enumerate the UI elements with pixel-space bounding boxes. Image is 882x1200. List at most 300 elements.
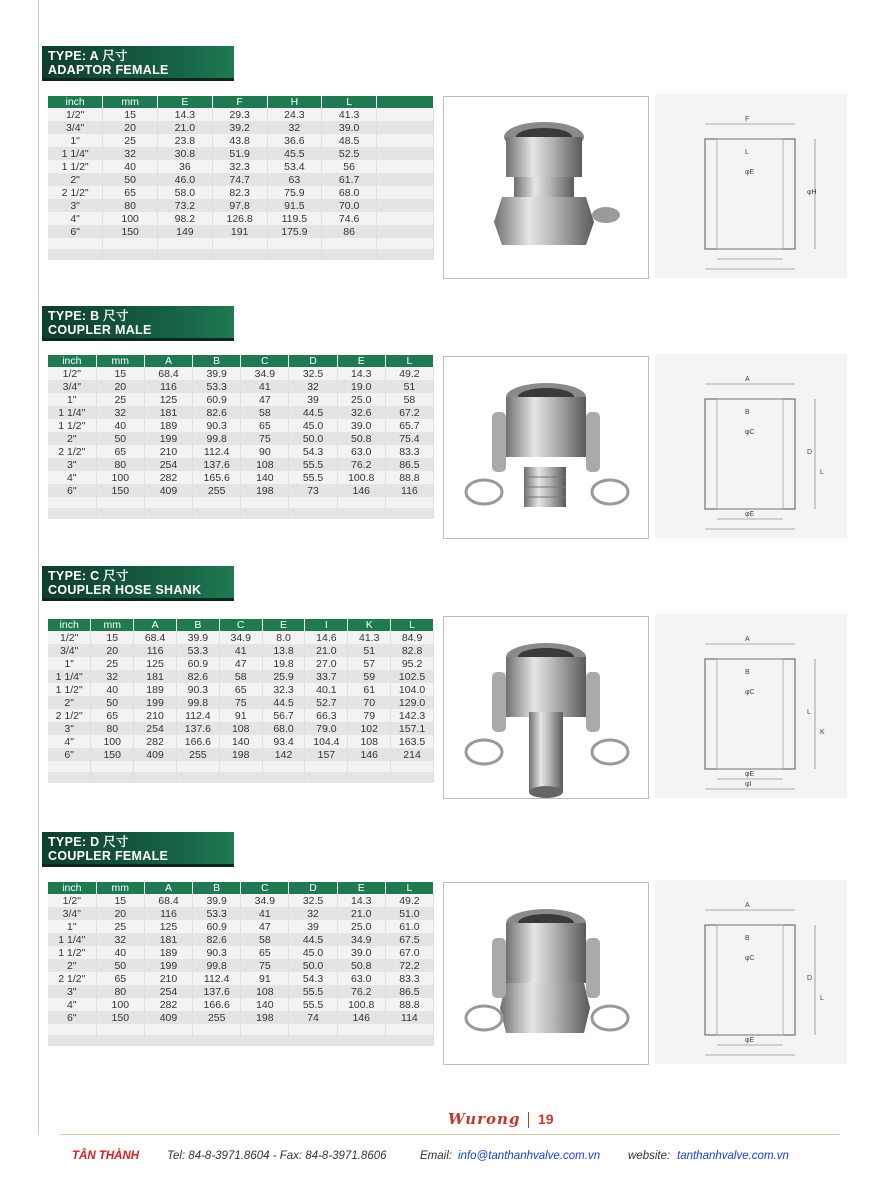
table-cell: 1/2" — [48, 367, 96, 380]
table-cell-empty — [305, 761, 348, 772]
table-cell-empty — [193, 1024, 241, 1035]
table-cell: 21.0 — [158, 121, 213, 134]
table-cell: 3/4" — [48, 907, 96, 920]
column-header: L — [385, 882, 433, 894]
table-cell: 59 — [348, 670, 391, 683]
table-cell-empty — [262, 761, 305, 772]
table-cell: 60.9 — [193, 393, 241, 406]
page-number: 19 — [538, 1111, 554, 1127]
table-cell: 39.9 — [176, 631, 219, 644]
table-cell: 210 — [144, 445, 192, 458]
table-cell: 68.0 — [322, 186, 377, 199]
table-cell: 1/2" — [48, 108, 103, 121]
table-cell: 198 — [241, 484, 289, 497]
table-cell: 44.5 — [262, 696, 305, 709]
table-cell: 102.5 — [391, 670, 434, 683]
table-cell: 67.5 — [385, 933, 433, 946]
table-cell: 142 — [262, 748, 305, 761]
column-header: E — [337, 355, 385, 367]
table-cell-empty — [103, 249, 158, 260]
table-cell: 32.5 — [289, 367, 337, 380]
table-cell: 137.6 — [176, 722, 219, 735]
table-row — [48, 484, 434, 497]
table-cell: 140 — [241, 998, 289, 1011]
table-cell: 99.8 — [193, 432, 241, 445]
table-cell: 254 — [134, 722, 177, 735]
table-cell: 100.8 — [337, 998, 385, 1011]
table-cell: 198 — [241, 1011, 289, 1024]
column-header: mm — [103, 96, 158, 108]
dimension-label: φC — [745, 689, 755, 696]
table-row — [48, 670, 434, 683]
table-cell-empty — [348, 761, 391, 772]
table-cell: 189 — [144, 946, 192, 959]
table-cell-empty — [144, 1035, 192, 1046]
table-cell: 210 — [144, 972, 192, 985]
table-cell: 72.2 — [385, 959, 433, 972]
table-cell: 32 — [91, 670, 134, 683]
table-row — [48, 683, 434, 696]
table-cell: 41 — [219, 644, 262, 657]
column-header: inch — [48, 882, 96, 894]
dimension-label: L — [820, 469, 824, 476]
product-name: COUPLER FEMALE — [48, 849, 169, 863]
table-cell: 99.8 — [176, 696, 219, 709]
table-cell: 51 — [385, 380, 433, 393]
column-header: B — [193, 882, 241, 894]
brand-logo: Wurong — [448, 1110, 521, 1128]
dimension-label: A — [745, 376, 750, 383]
table-cell: 108 — [348, 735, 391, 748]
table-cell: 15 — [96, 367, 144, 380]
table-cell-empty — [322, 249, 377, 260]
table-cell: 116 — [385, 484, 433, 497]
table-cell: 48.5 — [322, 134, 377, 147]
table-cell-empty — [377, 160, 434, 173]
table-cell: 189 — [134, 683, 177, 696]
table-cell: 76.2 — [337, 458, 385, 471]
website-link[interactable]: tanthanhvalve.com.vn — [677, 1150, 789, 1162]
dimension-table — [48, 355, 434, 519]
column-header: A — [144, 355, 192, 367]
table-cell: 181 — [144, 406, 192, 419]
table-cell: 4" — [48, 212, 103, 225]
table-cell: 65 — [103, 186, 158, 199]
table-cell: 25 — [96, 920, 144, 933]
table-cell: 56 — [322, 160, 377, 173]
table-row — [48, 894, 434, 907]
table-cell-empty — [337, 1035, 385, 1046]
table-cell: 50 — [96, 432, 144, 445]
table-cell: 32 — [103, 147, 158, 160]
table-row-blank — [48, 508, 434, 519]
table-cell: 255 — [176, 748, 219, 761]
table-row — [48, 644, 434, 657]
table-cell: 73 — [289, 484, 337, 497]
table-cell: 44.5 — [289, 406, 337, 419]
table-cell: 51 — [348, 644, 391, 657]
table-cell: 32 — [267, 121, 322, 134]
column-header: L — [322, 96, 377, 108]
table-cell: 20 — [96, 907, 144, 920]
table-row-blank — [48, 761, 434, 772]
table-cell-empty — [377, 121, 434, 134]
table-cell: 36.6 — [267, 134, 322, 147]
table-row — [48, 709, 434, 722]
table-cell: 254 — [144, 458, 192, 471]
table-cell-empty — [144, 1024, 192, 1035]
table-cell-empty — [377, 147, 434, 160]
table-cell: 255 — [193, 1011, 241, 1024]
table-cell: 49.2 — [385, 894, 433, 907]
table-cell: 65 — [219, 683, 262, 696]
column-header: mm — [91, 619, 134, 631]
table-cell: 65 — [91, 709, 134, 722]
table-cell: 55.5 — [289, 985, 337, 998]
dimension-table — [48, 96, 434, 260]
table-cell: 19.0 — [337, 380, 385, 393]
table-cell-empty — [377, 134, 434, 147]
table-cell-empty — [48, 772, 91, 783]
table-cell: 39.9 — [193, 894, 241, 907]
table-cell: 409 — [134, 748, 177, 761]
dimension-label: φE — [745, 169, 755, 176]
table-cell: 100 — [96, 471, 144, 484]
table-cell: 39.0 — [337, 946, 385, 959]
table-cell: 100.8 — [337, 471, 385, 484]
dimension-label: D — [807, 975, 813, 982]
table-cell: 80 — [91, 722, 134, 735]
column-header: B — [176, 619, 219, 631]
table-cell: 68.4 — [144, 367, 192, 380]
table-cell: 41 — [241, 380, 289, 393]
table-row — [48, 722, 434, 735]
table-cell: 93.4 — [262, 735, 305, 748]
table-cell-empty — [103, 238, 158, 249]
table-cell: 60.9 — [193, 920, 241, 933]
table-cell: 50 — [103, 173, 158, 186]
product-name: ADAPTOR FEMALE — [48, 63, 169, 77]
table-cell-empty — [144, 497, 192, 508]
table-cell: 45.5 — [267, 147, 322, 160]
column-header: E — [337, 882, 385, 894]
table-cell: 1 1/2" — [48, 419, 96, 432]
table-cell: 29.3 — [212, 108, 267, 121]
table-cell: 55.5 — [289, 998, 337, 1011]
table-cell: 65.7 — [385, 419, 433, 432]
table-cell: 108 — [219, 722, 262, 735]
column-header-empty — [377, 96, 434, 108]
table-cell: 58 — [241, 406, 289, 419]
table-cell: 65 — [241, 419, 289, 432]
table-cell: 4" — [48, 471, 96, 484]
table-cell: 150 — [96, 1011, 144, 1024]
email-label: Email: — [420, 1150, 452, 1162]
table-cell: 45.0 — [289, 419, 337, 432]
table-cell-empty — [48, 497, 96, 508]
table-cell: 198 — [219, 748, 262, 761]
table-row — [48, 458, 434, 471]
table-cell: 50 — [96, 959, 144, 972]
table-cell: 3" — [48, 458, 96, 471]
table-cell: 60.9 — [176, 657, 219, 670]
email-link[interactable]: info@tanthanhvalve.com.vn — [458, 1150, 601, 1162]
table-cell: 116 — [134, 644, 177, 657]
table-row — [48, 199, 434, 212]
table-cell-empty — [385, 497, 433, 508]
table-cell: 14.3 — [337, 894, 385, 907]
table-cell-empty — [289, 508, 337, 519]
table-cell: 1 1/2" — [48, 946, 96, 959]
table-cell: 83.3 — [385, 445, 433, 458]
table-cell: 61.7 — [322, 173, 377, 186]
table-cell: 2" — [48, 432, 96, 445]
table-cell: 126.8 — [212, 212, 267, 225]
column-header: B — [193, 355, 241, 367]
dimension-label: F — [745, 116, 750, 123]
table-row-blank — [48, 1035, 434, 1046]
table-cell-empty — [193, 1035, 241, 1046]
table-cell: 70 — [348, 696, 391, 709]
table-cell: 25 — [103, 134, 158, 147]
table-cell: 73.2 — [158, 199, 213, 212]
table-cell: 61 — [348, 683, 391, 696]
spec-section — [0, 832, 882, 1082]
column-header: E — [262, 619, 305, 631]
table-cell: 3/4" — [48, 380, 96, 393]
dimension-label: B — [745, 409, 750, 416]
table-cell: 2" — [48, 173, 103, 186]
table-cell: 129.0 — [391, 696, 434, 709]
table-cell: 150 — [103, 225, 158, 238]
table-cell: 142.3 — [391, 709, 434, 722]
table-cell: 214 — [391, 748, 434, 761]
table-cell: 14.6 — [305, 631, 348, 644]
table-cell: 125 — [144, 920, 192, 933]
table-cell: 79 — [348, 709, 391, 722]
column-header: inch — [48, 96, 103, 108]
table-cell: 33.7 — [305, 670, 348, 683]
table-cell: 88.8 — [385, 998, 433, 1011]
table-row — [48, 998, 434, 1011]
table-cell: 125 — [144, 393, 192, 406]
dimension-label: L — [820, 995, 824, 1002]
table-cell-empty — [289, 1035, 337, 1046]
table-cell: 255 — [193, 484, 241, 497]
table-cell: 2" — [48, 959, 96, 972]
table-cell: 199 — [144, 432, 192, 445]
dimension-label: D — [807, 449, 813, 456]
table-row — [48, 933, 434, 946]
table-cell: 108 — [241, 985, 289, 998]
table-cell-empty — [267, 249, 322, 260]
table-cell: 14.3 — [158, 108, 213, 121]
table-cell: 82.3 — [212, 186, 267, 199]
table-cell: 66.3 — [305, 709, 348, 722]
table-cell: 2 1/2" — [48, 445, 96, 458]
table-cell: 1 1/4" — [48, 147, 103, 160]
table-cell: 76.2 — [337, 985, 385, 998]
dimension-label: φI — [745, 781, 752, 788]
dimension-label: B — [745, 935, 750, 942]
table-cell: 20 — [91, 644, 134, 657]
table-cell: 90.3 — [193, 946, 241, 959]
table-row — [48, 380, 434, 393]
footer-rule — [60, 1134, 840, 1135]
table-cell: 1 1/4" — [48, 933, 96, 946]
table-cell-empty — [212, 238, 267, 249]
table-cell: 108 — [241, 458, 289, 471]
table-cell: 112.4 — [176, 709, 219, 722]
table-cell: 1" — [48, 393, 96, 406]
table-cell: 2" — [48, 696, 91, 709]
table-cell: 80 — [96, 458, 144, 471]
dimension-label: φE — [745, 511, 755, 518]
table-cell-empty — [48, 238, 103, 249]
technical-drawing — [655, 880, 847, 1064]
table-row-blank — [48, 249, 434, 260]
column-header: C — [241, 355, 289, 367]
table-cell: 47 — [241, 920, 289, 933]
column-header: F — [212, 96, 267, 108]
type-badge — [42, 46, 234, 81]
table-row-blank — [48, 1024, 434, 1035]
table-cell: 1" — [48, 920, 96, 933]
table-cell-empty — [96, 1024, 144, 1035]
table-cell: 166.6 — [176, 735, 219, 748]
table-cell-empty — [158, 249, 213, 260]
table-row — [48, 186, 434, 199]
table-cell: 199 — [144, 959, 192, 972]
table-cell: 40 — [96, 946, 144, 959]
table-cell-empty — [377, 238, 434, 249]
table-cell: 41 — [241, 907, 289, 920]
table-cell: 63.0 — [337, 445, 385, 458]
table-cell-empty — [377, 199, 434, 212]
table-cell: 23.8 — [158, 134, 213, 147]
table-cell: 6" — [48, 484, 96, 497]
table-cell: 30.8 — [158, 147, 213, 160]
table-cell-empty — [219, 772, 262, 783]
table-row — [48, 735, 434, 748]
table-cell: 157.1 — [391, 722, 434, 735]
table-cell-empty — [48, 1035, 96, 1046]
table-cell-empty — [305, 772, 348, 783]
table-cell: 199 — [134, 696, 177, 709]
table-row — [48, 367, 434, 380]
dimension-label: K — [820, 729, 825, 736]
column-header: mm — [96, 355, 144, 367]
table-row — [48, 985, 434, 998]
product-photo — [443, 356, 649, 539]
table-cell: 8.0 — [262, 631, 305, 644]
dimension-label: φH — [807, 189, 817, 196]
dimension-label: φC — [745, 955, 755, 962]
table-cell: 19.8 — [262, 657, 305, 670]
table-cell: 74 — [289, 1011, 337, 1024]
table-cell: 34.9 — [337, 933, 385, 946]
table-row — [48, 972, 434, 985]
table-cell: 39 — [289, 393, 337, 406]
table-cell-empty — [337, 508, 385, 519]
table-cell: 40 — [91, 683, 134, 696]
column-header: inch — [48, 355, 96, 367]
dimension-label: A — [745, 636, 750, 643]
table-cell: 116 — [144, 907, 192, 920]
table-cell: 189 — [144, 419, 192, 432]
table-cell: 58 — [219, 670, 262, 683]
table-cell: 6" — [48, 748, 91, 761]
table-cell: 91.5 — [267, 199, 322, 212]
column-header: H — [267, 96, 322, 108]
table-row — [48, 406, 434, 419]
table-cell: 4" — [48, 998, 96, 1011]
table-cell: 181 — [134, 670, 177, 683]
table-row-blank — [48, 772, 434, 783]
table-cell: 32.3 — [212, 160, 267, 173]
table-cell: 32 — [96, 933, 144, 946]
table-cell-empty — [391, 772, 434, 783]
table-cell-empty — [241, 497, 289, 508]
table-cell: 50.0 — [289, 959, 337, 972]
table-cell-empty — [96, 497, 144, 508]
column-header: D — [289, 882, 337, 894]
table-cell: 15 — [91, 631, 134, 644]
table-cell-empty — [193, 508, 241, 519]
product-name: COUPLER HOSE SHANK — [48, 583, 202, 597]
table-row-blank — [48, 497, 434, 508]
table-row — [48, 212, 434, 225]
table-cell: 25 — [91, 657, 134, 670]
table-cell: 50.0 — [289, 432, 337, 445]
table-cell: 82.6 — [176, 670, 219, 683]
table-cell: 140 — [241, 471, 289, 484]
table-cell: 282 — [144, 998, 192, 1011]
table-cell: 51.0 — [385, 907, 433, 920]
table-row — [48, 907, 434, 920]
column-header: C — [241, 882, 289, 894]
table-row — [48, 225, 434, 238]
table-cell: 97.8 — [212, 199, 267, 212]
table-cell: 56.7 — [262, 709, 305, 722]
table-cell: 32 — [289, 380, 337, 393]
table-row — [48, 959, 434, 972]
table-cell: 86.5 — [385, 985, 433, 998]
company-name: TÂN THÀNH — [72, 1150, 140, 1162]
table-row — [48, 748, 434, 761]
table-cell: 40 — [96, 419, 144, 432]
column-header: C — [219, 619, 262, 631]
table-cell-empty — [391, 761, 434, 772]
table-cell: 32.5 — [289, 894, 337, 907]
technical-drawing — [655, 354, 847, 538]
table-cell-empty — [158, 238, 213, 249]
table-cell: 91 — [219, 709, 262, 722]
dimension-label: φC — [745, 429, 755, 436]
table-cell: 49.2 — [385, 367, 433, 380]
table-cell: 102 — [348, 722, 391, 735]
table-cell: 39.9 — [193, 367, 241, 380]
table-cell: 112.4 — [193, 445, 241, 458]
table-cell: 67.0 — [385, 946, 433, 959]
table-row — [48, 696, 434, 709]
table-row — [48, 121, 434, 134]
table-cell-empty — [176, 761, 219, 772]
table-cell: 100 — [91, 735, 134, 748]
dimension-label: φE — [745, 771, 755, 778]
table-cell: 67.2 — [385, 406, 433, 419]
table-cell: 20 — [103, 121, 158, 134]
